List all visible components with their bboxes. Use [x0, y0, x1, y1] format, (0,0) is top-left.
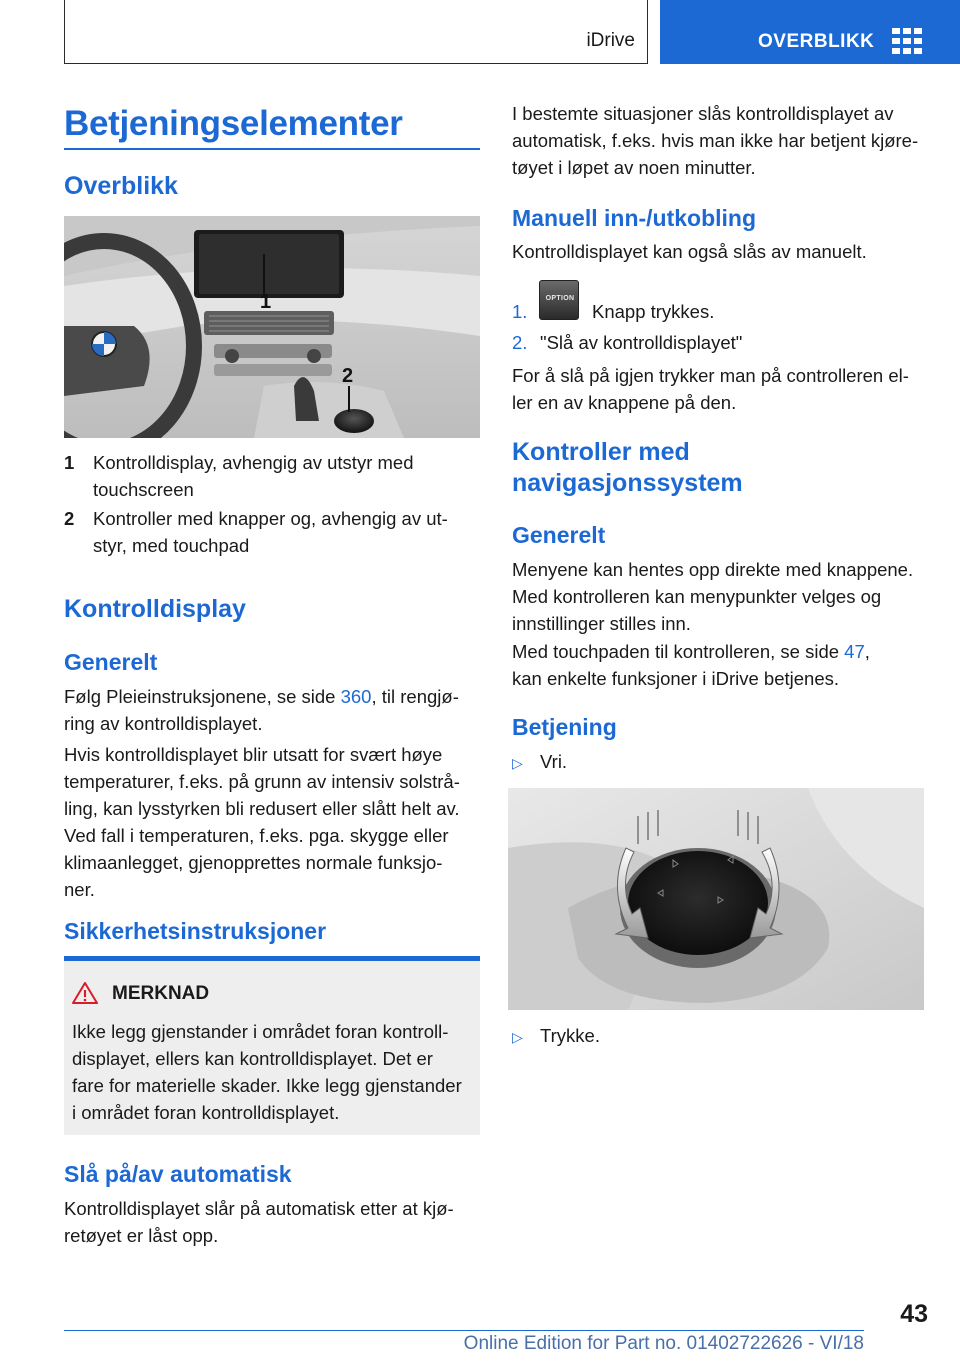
- note-text: Ikke legg gjenstander i området foran kontroll- displayet, ellers kan kontrolldisplayet. Det er fare for materielle skader. Ikke legg gjenstander i området foran kontrolldisplayet.: [72, 1021, 462, 1123]
- legend-number: 1: [64, 452, 75, 473]
- betjening-heading: Betjening: [512, 714, 617, 740]
- controller-rotate-illustration: [508, 788, 924, 1010]
- grid-icon: [892, 28, 922, 54]
- generelt-paragraph-2: Hvis kontrolldisplayet blir utsatt for svært høye temperaturer, f.eks. på grunn av intensiv solstrå- ling, kan lysstyrken bli redusert eller slått helt av. Ved fall i temperaturen, f.eks. pga. skygge eller klimaanlegget, gjenopprettes normale funksjo- ner.: [64, 744, 460, 900]
- legend-text: styr, med touchpad: [93, 535, 250, 556]
- callout-1: 1: [260, 291, 272, 313]
- overview-tab-label: OVERBLIKK: [758, 31, 875, 52]
- legend-number: 2: [64, 508, 75, 529]
- bullet-text: Trykke.: [540, 1025, 600, 1046]
- dashboard-illustration: [64, 216, 480, 438]
- step-number: 2.: [512, 332, 528, 353]
- generelt-paragraph-1: Følg Pleieinstruksjonene, se side 360, til rengjø- ring av kontrolldisplayet.: [64, 686, 459, 734]
- option-button-label: OPTION: [545, 295, 575, 302]
- legend-text: Kontroller med knapper og, avhengig av ut-: [93, 508, 448, 529]
- auto-paragraph: Kontrolldisplayet slår på automatisk etter at kjø- retøyet er låst opp.: [64, 1198, 454, 1246]
- auto-heading: Slå på/av automatisk: [64, 1161, 292, 1187]
- manual-after-paragraph: For å slå på igjen trykker man på controlleren el- ler en av knappene på den.: [512, 365, 909, 413]
- manual-paragraph: Kontrolldisplayet kan også slås av manuelt.: [512, 241, 867, 262]
- safety-heading: Sikkerhetsinstruksjoner: [64, 918, 327, 944]
- edition-footer: Online Edition for Part no. 01402722626 - VI/18: [463, 1333, 864, 1354]
- overview-heading: Overblikk: [64, 172, 178, 200]
- note-label: MERKNAD: [112, 983, 210, 1004]
- header-section-label: iDrive: [586, 30, 635, 51]
- intro-paragraph: I bestemte situasjoner slås kontrolldisplayet av automatisk, f.eks. hvis man ikke har betjent kjøre- tøyet i løpet av noen minutter.: [512, 103, 919, 178]
- kontrolldisplay-heading: Kontrolldisplay: [64, 595, 246, 623]
- page-link-47[interactable]: 47: [844, 641, 865, 662]
- page-link-360[interactable]: 360: [340, 686, 372, 707]
- title-rule: [64, 148, 480, 150]
- page-title: Betjeningselementer: [64, 104, 403, 143]
- bullet-marker: ▷: [512, 755, 523, 771]
- legend-text: Kontrolldisplay, avhengig av utstyr med: [93, 452, 414, 473]
- bullet-press: [512, 1022, 600, 1051]
- general-paragraph: Menyene kan hentes opp direkte med knappene. Med kontrolleren kan menypunkter velges og innstillinger stilles inn.: [512, 559, 914, 634]
- legend-text: touchscreen: [93, 479, 194, 500]
- option-button-icon: [539, 280, 579, 320]
- step-number: 1.: [512, 301, 528, 322]
- touchpad-paragraph: Med touchpaden til kontrolleren, se side 47, kan enkelte funksjoner i iDrive betjenes.: [512, 641, 870, 689]
- bullet-text: Vri.: [540, 751, 568, 772]
- header-frame: [64, 0, 648, 64]
- overview-tab[interactable]: [660, 0, 960, 64]
- nav-heading: Kontroller med navigasjonssystem: [512, 438, 743, 497]
- footer-rule: [64, 1330, 864, 1331]
- bullet-marker: ▷: [512, 1029, 523, 1045]
- general-heading-2: Generelt: [512, 522, 606, 548]
- warning-triangle-icon: [72, 981, 98, 1005]
- step-2-text: "Slå av kontrolldisplayet": [540, 332, 743, 353]
- step-1-text: Knapp trykkes.: [592, 301, 715, 322]
- page-number: 43: [900, 1300, 928, 1328]
- bullet-rotate: [512, 748, 568, 777]
- callout-2: 2: [342, 365, 354, 387]
- notice-box: [64, 961, 480, 1135]
- manual-heading: Manuell inn-/utkobling: [512, 205, 757, 231]
- step-2: [512, 329, 527, 356]
- step-1: [512, 298, 527, 325]
- generelt-heading: Generelt: [64, 649, 158, 675]
